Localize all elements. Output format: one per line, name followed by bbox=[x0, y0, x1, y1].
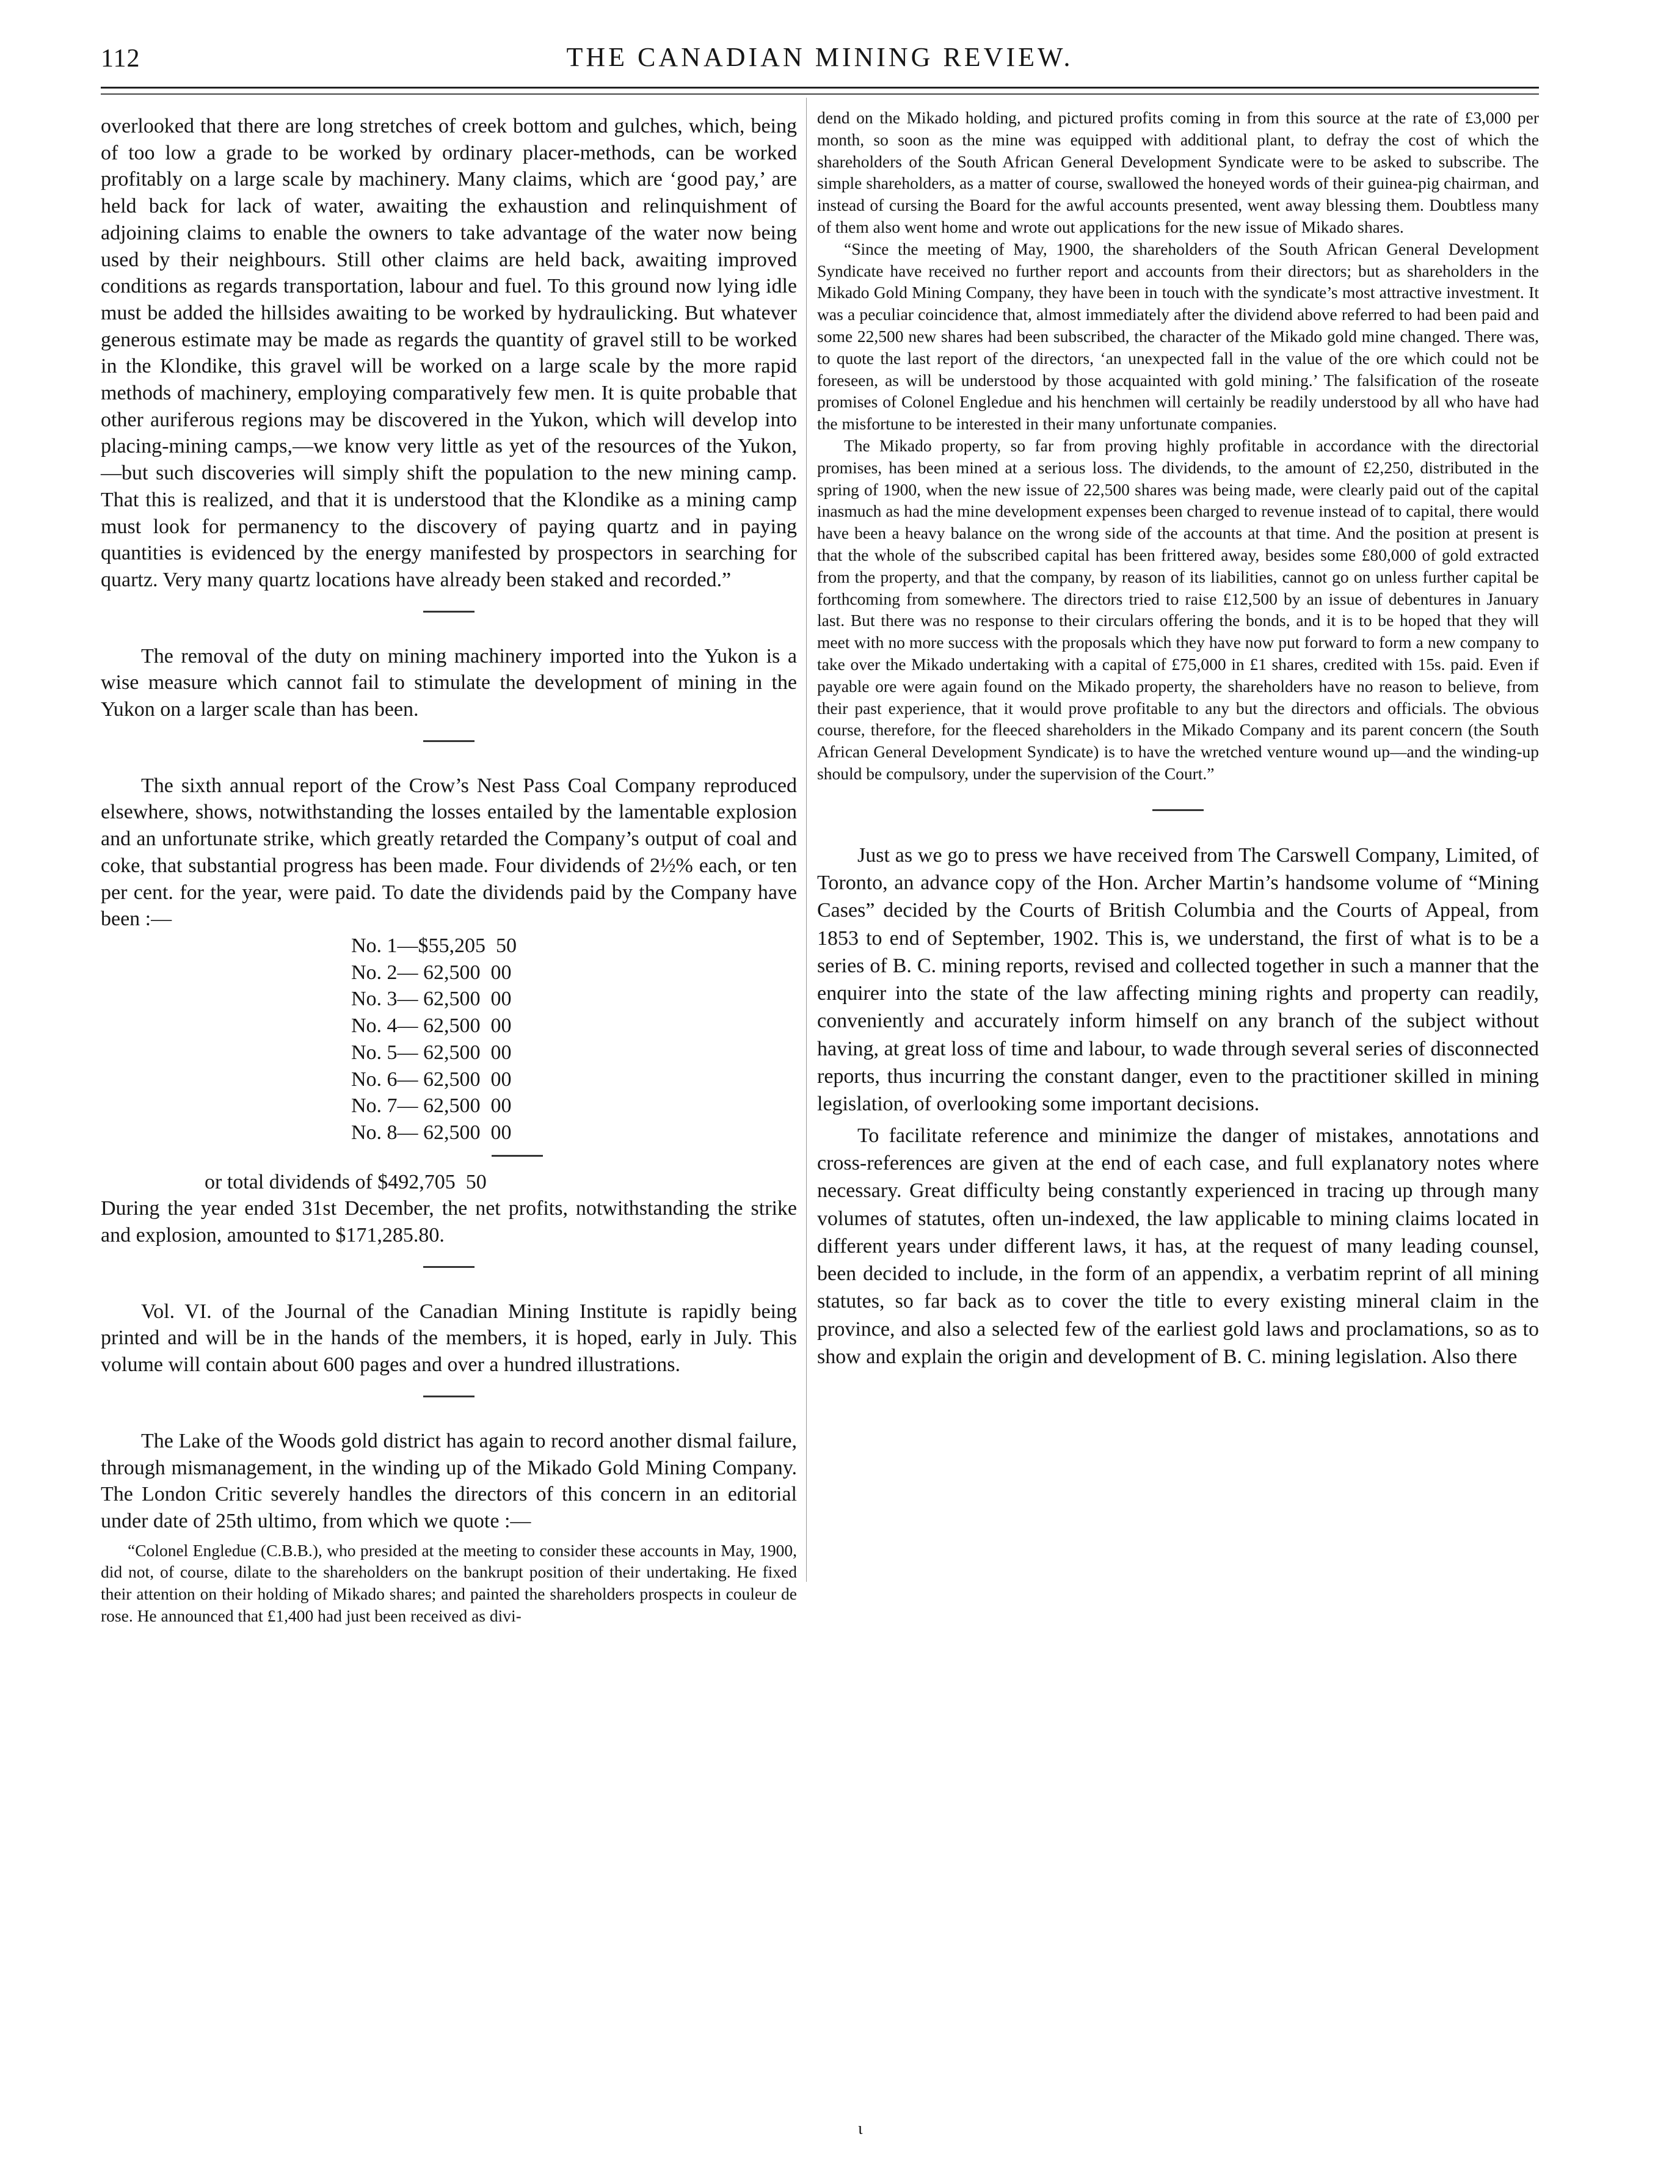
section-separator bbox=[423, 740, 475, 742]
dividend-row: No. 7— 62,500 00 bbox=[351, 1094, 512, 1118]
dividends-table bbox=[351, 933, 797, 1146]
page-number: 112 bbox=[101, 45, 140, 73]
section-separator bbox=[1152, 809, 1204, 811]
dividend-row: No. 4— 62,500 00 bbox=[351, 1014, 512, 1038]
critic-quote-paragraph-3: The Mikado property, so far from proving highly profitable in accordance with the directorial promises, has been mined at a serious loss. The dividends, to the amount of £2,250, distributed in the spring of 1900, when the new issue of 22,500 shares was being made, were clearly paid out of the capital inasmuch as had the mine development expenses been charged to revenue instead of to capital, there would have been a heavy balance on the wrong side of the accounts at that time. And the position at present is that the whole of the subscribed capital has been frittered away, besides some £80,000 of gold extracted from the property, and that the company, by reason of its liabilities, cannot go on unless further capital be forthcoming from somewhere. The directors tried to raise £12,500 by an issue of debentures in January last. But there was no response to their circulars offering the bonds, and it is to be hoped that they will meet with no more success with the proposals which they have now put forward to form a new company to take over the Mikado undertaking with a capital of £75,000 in £1 shares, credited with 15s. paid. Even if payable ore were again found on the Mikado property, the shareholders have no reason to believe, from their past experience, that it would prove profitable to any but the directors and officials. The obvious course, therefore, for the fleeced shareholders in the Mikado Company and its parent concern (the South African General Development Syndicate) is to have the wretched venture wound up—and the winding-up should be compulsory, under the supervision of the Court.” bbox=[817, 435, 1539, 783]
lake-of-the-woods-paragraph: The Lake of the Woods gold district has again to record another dismal failure, through mismanagement, in the winding up of the Mikado Gold Mining Company. The London Critic severely handles the directors of this concern in an editorial under date of 25th ultimo, from which we quote :— bbox=[101, 1429, 797, 1532]
footer-mark: ɩ bbox=[858, 2119, 863, 2138]
dividend-row: No. 3— 62,500 00 bbox=[351, 988, 512, 1011]
page-header bbox=[101, 37, 1539, 79]
crows-nest-paragraph: The sixth annual report of the Crow’s Nest Pass Coal Company reproduced elsewhere, shows, notwithstanding the losses entailed by the lamentable explosion and an unfortunate strike, which greatly retarded the Company’s output of coal and coke, that substantial progress has been made. Four dividends of 2½% each, or ten per cent. for the year, were paid. To date the dividends paid by the Company have been :— bbox=[101, 774, 797, 931]
total-rule bbox=[492, 1155, 543, 1157]
critic-quote-start: “Colonel Engledue (C.B.B.), who presided at the meeting to consider these accounts in May, 1900, did not, of course, dilate to the shareholders on the bankrupt position of their undertaking. He fixed their attention on their holding of Mikado shares; and painted the shareholders prospects in couleur de rose. He announced that £1,400 had just been received as divi- bbox=[101, 1540, 797, 1626]
yukon-duty-paragraph: The removal of the duty on mining machinery imported into the Yukon is a wise measure which cannot fail to stimulate the development of mining in the Yukon on a larger scale than has been. bbox=[101, 644, 797, 721]
running-title: THE CANADIAN MINING REVIEW. bbox=[566, 42, 1074, 72]
section-separator bbox=[423, 611, 475, 613]
dividend-row: No. 1—$55,205 50 bbox=[351, 934, 517, 957]
dividend-row: No. 5— 62,500 00 bbox=[351, 1041, 512, 1064]
right-column bbox=[817, 107, 1539, 1370]
mining-cases-paragraph: Just as we go to press we have received from The Carswell Company, Limited, of Toronto, an advance copy of the Hon. Archer Martin’s handsome volume of “Mining Cases” decided by the Courts of British Columbia and the Courts of Appeal, from 1853 to end of September, 1902. This is, we understand, the first of what is to be a series of B. C. mining reports, revised and collected together in such a manner that the enquirer into the state of the law affecting mining rights and property can readily, conveniently and accurately inform himself on any branch of the subject without having, at great loss of time and labour, to wade through several series of disconnected reports, thus incurring the constant danger, even to the practitioner skilled in mining legislation, of overlooking some important decisions. bbox=[817, 843, 1539, 1116]
net-profits-paragraph: During the year ended 31st December, the net profits, notwithstanding the strike and explosion, amounted to $171,285.80. bbox=[101, 1197, 797, 1247]
dividend-row: No. 6— 62,500 00 bbox=[351, 1068, 512, 1091]
critic-quote-continued: dend on the Mikado holding, and pictured profits coming in from this source at the rate of £3,000 per month, so soon as the mine was equipped with additional plant, to defray the cost of which the shareholders of the South African General Development Syndicate were to be asked to subscribe. The simple shareholders, as a matter of course, swallowed the honeyed words of their guinea-pig chairman, and instead of cursing the Board for the awful accounts presented, went away blessing them. Doubtless many of them also went home and wrote out applications for the new issue of Mikado shares. bbox=[817, 108, 1539, 236]
klondike-paragraph: overlooked that there are long stretches of creek bottom and gulches, which, being of too low a grade to be worked by ordinary placer-methods, can be worked profitably on a large scale by machinery. Many claims, which are ‘good pay,’ are held back for lack of water, awaiting the exhaustion and relinquishment of adjoining claims to enable the owners to take advantage of the water now being used by their neighbours. Still other claims are held back, awaiting improved conditions as regards transportation, labour and fuel. To this ground now lying idle must be added the hillsides awaiting to be worked by hydraulicking. But whatever generous estimate may be made as regards the quantity of gravel still to be worked in the Klondike, this gravel will be worked on a large scale by the more rapid methods of machinery, employing comparatively few men. It is quite probable that other auriferous regions may be discovered in the Yukon, which will develop into placing-mining camps,—we know very little as yet of the resources of the Yukon,—but such discoveries will simply shift the population to the new mining camp. That this is realized, and that it is understood that the Klondike as a mining camp must look for permanency to the discovery of paying quartz and in paying quantities is evidenced by the energy manifested by prospectors in searching for quartz. Very many quartz locations have already been staked and recorded.” bbox=[101, 115, 797, 591]
section-separator bbox=[423, 1266, 475, 1268]
annotations-paragraph: To facilitate reference and minimize the danger of mistakes, annotations and cross-references are given at the end of each case, and full explanatory notes where necessary. Great difficulty being constantly experienced in tracing up through many volumes of statutes, often un-indexed, the law applicable to mining claims located in different years under different laws, it has, at the request of many leading counsel, been decided to include, in the form of an appendix, a verbatim reprint of all mining statutes, so far back as to cover the title to every existing mineral claim in the province, and also a selected few of the earliest gold laws and proclamations, so as to show and explain the origin and development of B. C. mining legislation. Also there bbox=[817, 1124, 1539, 1369]
dividend-row: No. 2— 62,500 00 bbox=[351, 961, 512, 984]
header-rule-secondary bbox=[101, 93, 1539, 95]
dividends-total: or total dividends of $492,705 50 bbox=[205, 1170, 487, 1193]
journal-paragraph: Vol. VI. of the Journal of the Canadian Mining Institute is rapidly being printed and will be in the hands of the members, it is hoped, early in July. This volume will contain about 600 pages and over a hundred illustrations. bbox=[101, 1300, 797, 1377]
critic-quote-paragraph-2: “Since the meeting of May, 1900, the shareholders of the South African General Development Syndicate have received no further report and accounts from their directors; but as shareholders in the Mikado Gold Mining Company, they have been in touch with the syndicate’s most attractive investment. It was a peculiar coincidence that, almost immediately after the dividend above referred to had been paid and some 22,500 new shares had been subscribed, the character of the Mikado gold mine changed. There was, to quote the last report of the directors, ‘an unexpected fall in the value of the ore which could not be foreseen, as will be understood by those acquainted with gold mining.’ The falsification of the roseate promises of Colonel Engledue and his henchmen will certainly be readily understood by all who have had the misfortune to be interested in their many unfortunate companies. bbox=[817, 239, 1539, 434]
left-column bbox=[101, 113, 797, 1627]
dividend-row: No. 8— 62,500 00 bbox=[351, 1121, 512, 1144]
header-rule bbox=[101, 87, 1539, 89]
section-separator bbox=[423, 1396, 475, 1397]
column-divider bbox=[806, 98, 807, 1582]
